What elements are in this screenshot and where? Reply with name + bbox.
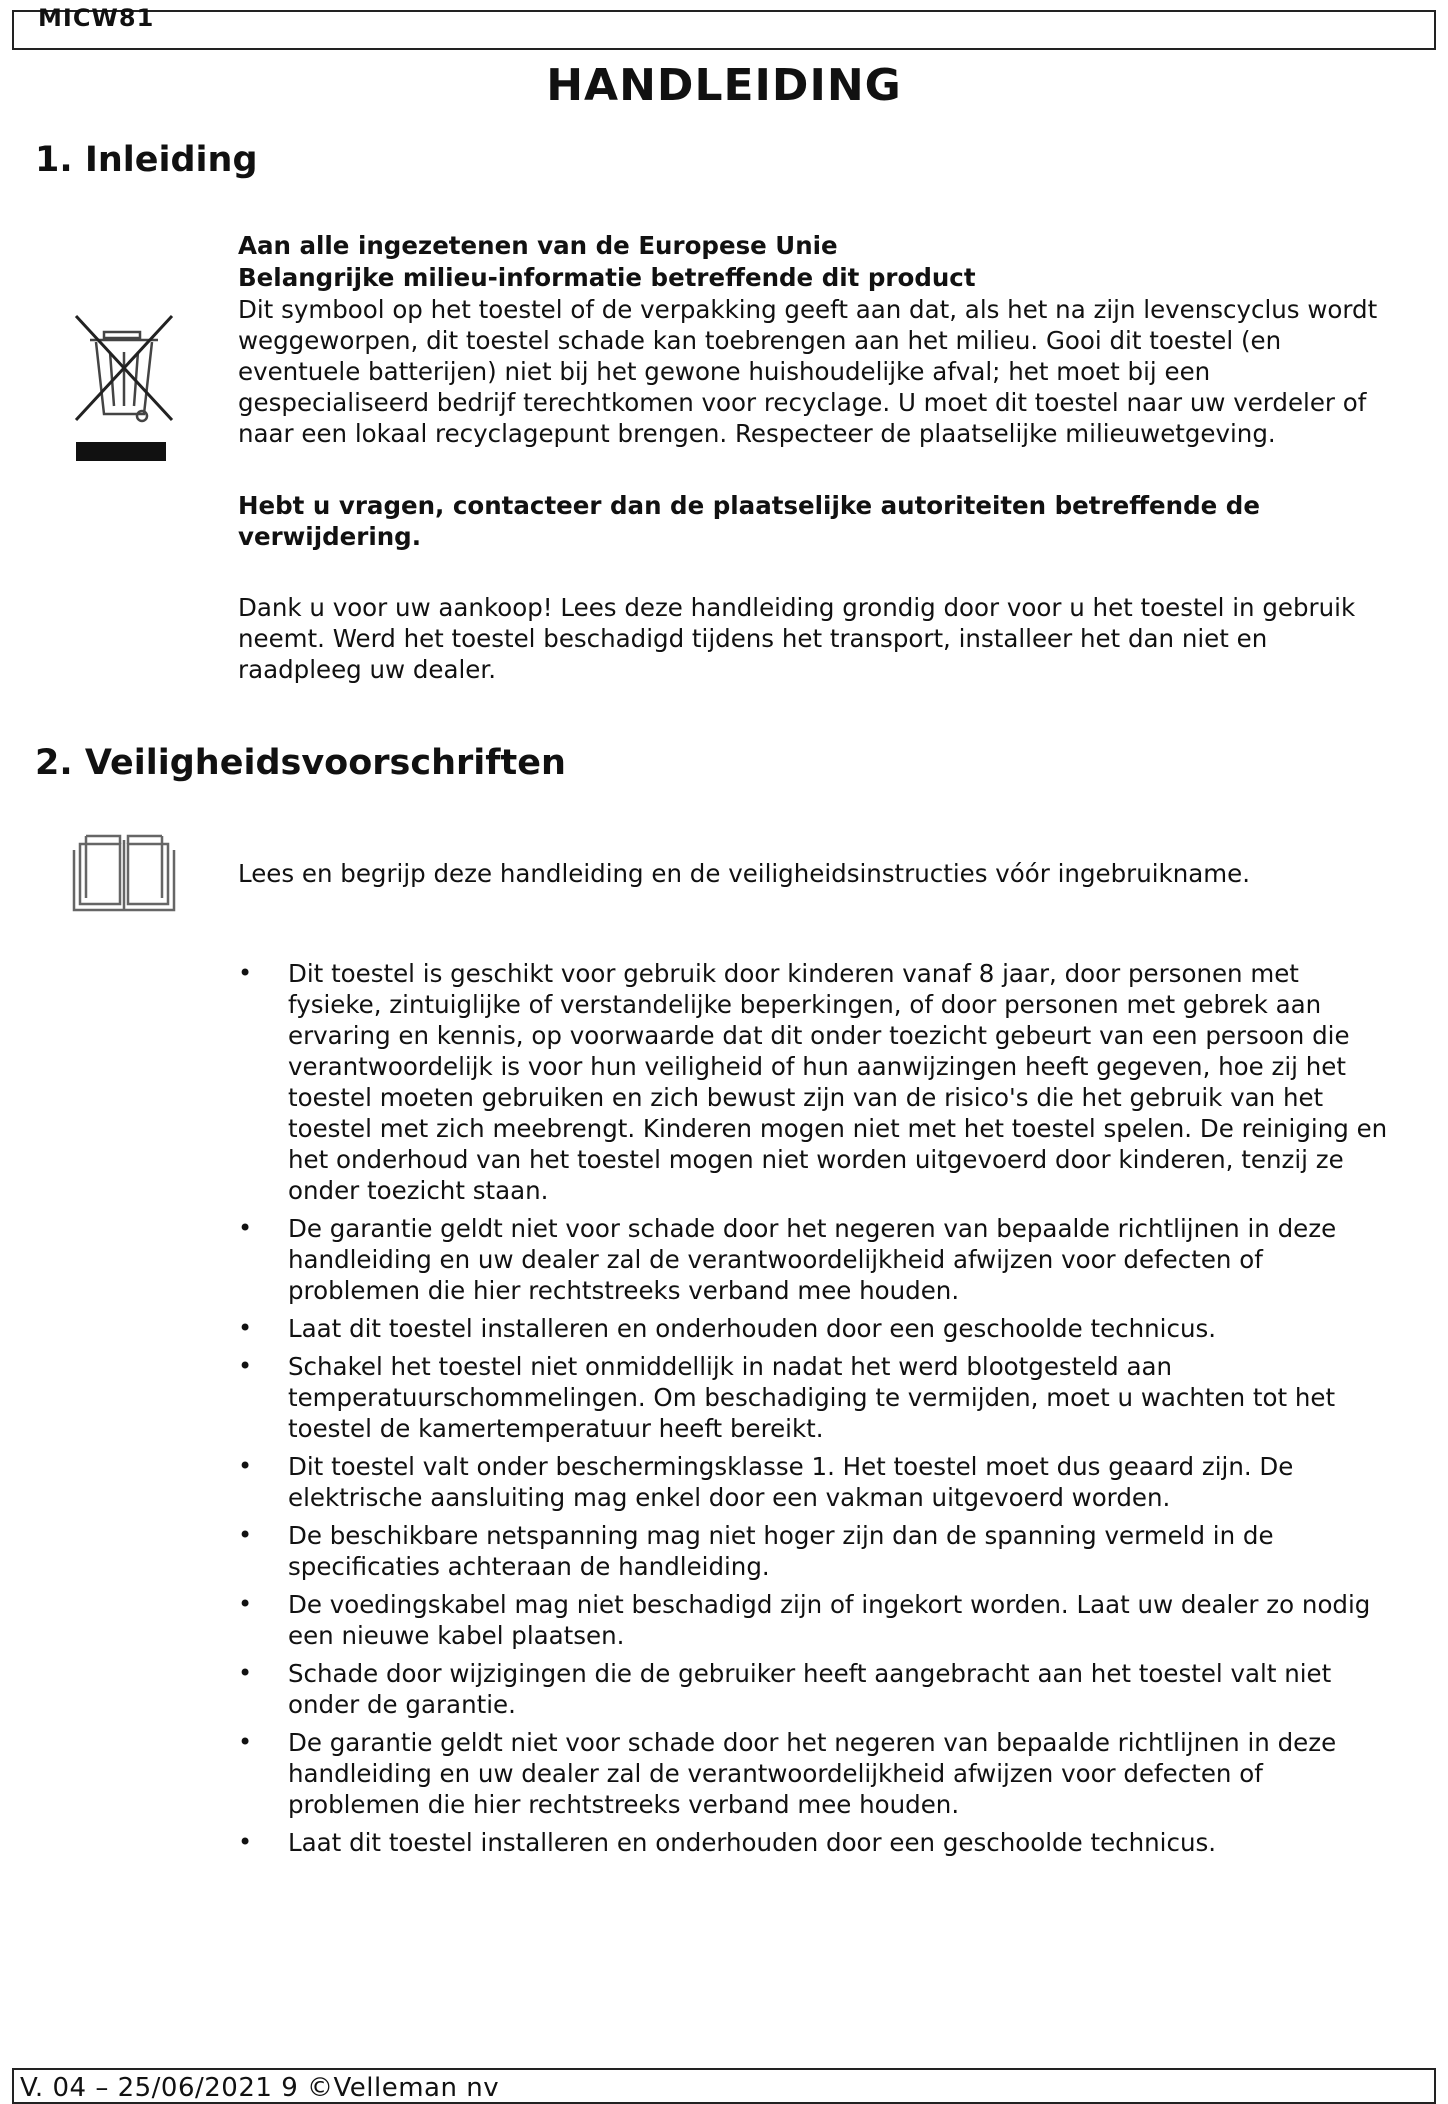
section-heading-veiligheid: 2. Veiligheidsvoorschriften	[35, 743, 566, 783]
list-item: • Dit toestel valt onder beschermingsklasse 1. Het toestel moet dus geaard zijn. De elektrische aansluiting mag enkel door een vakman uitgevoerd worden.	[238, 1451, 1398, 1513]
list-item: • Laat dit toestel installeren en onderhouden door een geschoolde technicus.	[238, 1827, 1398, 1858]
read-manual-icon	[72, 832, 176, 912]
page-title: HANDLEIDING	[546, 60, 902, 111]
weee-intro-line1: Aan alle ingezetenen van de Europese Unie	[238, 231, 838, 260]
list-item: • De voedingskabel mag niet beschadigd zijn of ingekort worden. Laat uw dealer zo nodig een nieuwe kabel plaatsen.	[238, 1589, 1398, 1651]
weee-questions: Hebt u vragen, contacteer dan de plaatselijke autoriteiten betreffende de verwijdering.	[238, 491, 1260, 551]
list-item: • De garantie geldt niet voor schade door het negeren van bepaalde richtlijnen in deze handleiding en uw dealer zal de verantwoordelijkheid afwijzen voor defecten of problemen die hier rechtstreeks verband mee houden.	[238, 1727, 1398, 1820]
list-item: • Schade door wijzigingen die de gebruiker heeft aangebracht aan het toestel valt niet onder de garantie.	[238, 1658, 1398, 1720]
header-bar	[12, 10, 1436, 50]
list-item: • Dit toestel is geschikt voor gebruik door kinderen vanaf 8 jaar, door personen met fysieke, zintuiglijke of verstandelijke beperkingen, of door personen met gebrek aan ervaring en kennis, op voorwaarde dat dit onder toezicht gebeurt van een persoon die verantwoordelijk is voor hun veiligheid of hun aanwijzingen heeft gegeven, hoe zij het toestel moeten gebruiken en zich bewust zijn van de risico's die het gebruik van het toestel met zich meebrengt. Kinderen mogen niet met het toestel spelen. De reiniging en het onderhoud van het toestel mogen niet worden uitgevoerd door kinderen, tenzij ze onder toezicht staan.	[238, 958, 1398, 1206]
list-item: • De garantie geldt niet voor schade door het negeren van bepaalde richtlijnen in deze handleiding en uw dealer zal de verantwoordelijkheid afwijzen voor defecten of problemen die hier rechtstreeks verband mee houden.	[238, 1213, 1398, 1306]
thanks-paragraph: Dank u voor uw aankoop! Lees deze handleiding grondig door voor u het toestel in gebruik neemt. Werd het toestel beschadigd tijdens het transport, installeer het dan niet en raadpleeg uw dealer.	[238, 593, 1356, 684]
weee-intro-line2: Belangrijke milieu-informatie betreffende dit product	[238, 263, 976, 292]
section-heading-inleiding: 1. Inleiding	[35, 140, 258, 180]
footer-text: V. 04 – 25/06/2021 9 ©Velleman nv	[20, 2073, 500, 2103]
model-number: MICW81	[38, 4, 155, 32]
list-item: • Schakel het toestel niet onmiddellijk in nadat het werd blootgesteld aan temperatuurschommelingen. Om beschadiging te vermijden, moet u wachten tot het toestel de kamertemperatuur heeft bereikt.	[238, 1351, 1398, 1444]
weee-text: Dit symbool op het toestel of de verpakking geeft aan dat, als het na zijn levenscyclus wordt weggeworpen, dit toestel schade kan toebrengen aan het milieu. Gooi dit toestel (en eventuele batterijen) niet bij het gewone huishoudelijke afval; het moet bij een gespecialiseerd bedrijf terechtkomen voor recyclage. U moet dit toestel naar uw verdeler of naar een lokaal recyclagepunt brengen. Respecteer de plaatselijke milieuwetgeving.	[238, 295, 1378, 448]
read-instructions-text: Lees en begrijp deze handleiding en de veiligheidsinstructies vóór ingebruikname.	[238, 859, 1250, 888]
weee-bin-icon	[70, 312, 178, 464]
safety-bullet-list	[238, 958, 1398, 1865]
list-item: • De beschikbare netspanning mag niet hoger zijn dan de spanning vermeld in de specificaties achteraan de handleiding.	[238, 1520, 1398, 1582]
list-item: • Laat dit toestel installeren en onderhouden door een geschoolde technicus.	[238, 1313, 1398, 1344]
